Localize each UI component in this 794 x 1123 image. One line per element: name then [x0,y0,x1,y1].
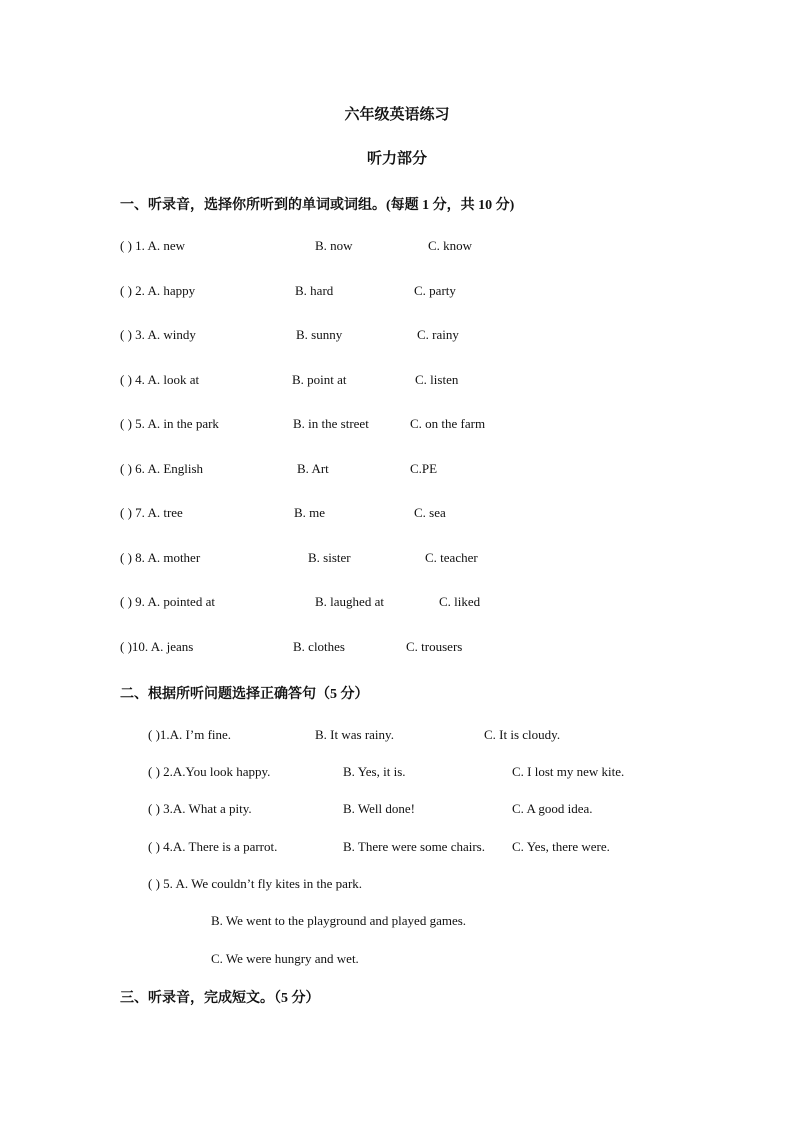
question-number-option-a: ( )10. A. jeans [120,639,194,654]
question-number-option-a: ( )1.A. I’m fine. [148,727,232,742]
option-c: C. liked [439,594,481,609]
question-number-option-a: ( ) 1. A. new [120,238,185,253]
question-number-option-a: ( ) 7. A. tree [120,505,183,520]
question-number-option-a: ( ) 4. A. look at [120,372,200,387]
option-b: B. hard [295,283,334,298]
question-number-option-a: ( ) 9. A. pointed at [120,594,215,609]
question-number-option-a: ( ) 6. A. English [120,461,204,476]
option-c: C. rainy [417,327,459,342]
option-b: B. now [315,238,353,253]
option-b: B. me [294,505,326,520]
question-number-option-a: ( ) 4.A. There is a parrot. [148,839,278,854]
option-c: C. A good idea. [512,801,593,816]
section-1-heading: 一、听录音，选择你所听到的单词或词组。(每题 1 分，共 10 分) [120,198,515,213]
option-c: C. It is cloudy. [484,727,561,742]
option-b: B. Yes, it is. [343,764,406,779]
section-2-heading: 二、根据所听问题选择正确答句（5 分） [120,687,369,702]
page-title: 六年级英语练习 [344,107,450,123]
option-c: C. trousers [406,639,463,654]
question-number-option-a: ( ) 3.A. What a pity. [148,801,252,816]
question-number-option-a: ( ) 5. A. in the park [120,416,219,431]
option-b: B. sister [308,550,351,565]
option-c: C. on the farm [410,416,486,431]
option-b: B. There were some chairs. [343,839,485,854]
option-c: C. I lost my new kite. [512,764,625,779]
option-c: C. sea [414,505,446,520]
option-b: B. clothes [293,639,345,654]
option-c: C. listen [415,372,459,387]
option-c: C. party [414,283,456,298]
option-c: C. teacher [425,550,478,565]
question-number-option-a: ( ) 2.A.You look happy. [148,764,271,779]
option-b: B. in the street [293,416,369,431]
option-b: B. point at [292,372,347,387]
option-b: B. Art [297,461,329,476]
option-b: B. sunny [296,327,343,342]
section-3-heading: 三、听录音，完成短文。（5 分） [120,991,320,1006]
question-5-option-b: B. We went to the playground and played games. [211,913,467,928]
question-number-option-a: ( ) 8. A. mother [120,550,201,565]
question-5-option-c: C. We were hungry and wet. [211,951,359,966]
page-subtitle: 听力部分 [366,151,427,167]
question-5-option-a: ( ) 5. A. We couldn’t fly kites in the park. [148,876,363,891]
option-c: C.PE [410,461,438,476]
question-number-option-a: ( ) 2. A. happy [120,283,196,298]
option-c: C. know [428,238,473,253]
option-b: B. It was rainy. [315,727,394,742]
question-number-option-a: ( ) 3. A. windy [120,327,196,342]
option-b: B. laughed at [315,594,384,609]
option-c: C. Yes, there were. [512,839,610,854]
option-b: B. Well done! [343,801,416,816]
